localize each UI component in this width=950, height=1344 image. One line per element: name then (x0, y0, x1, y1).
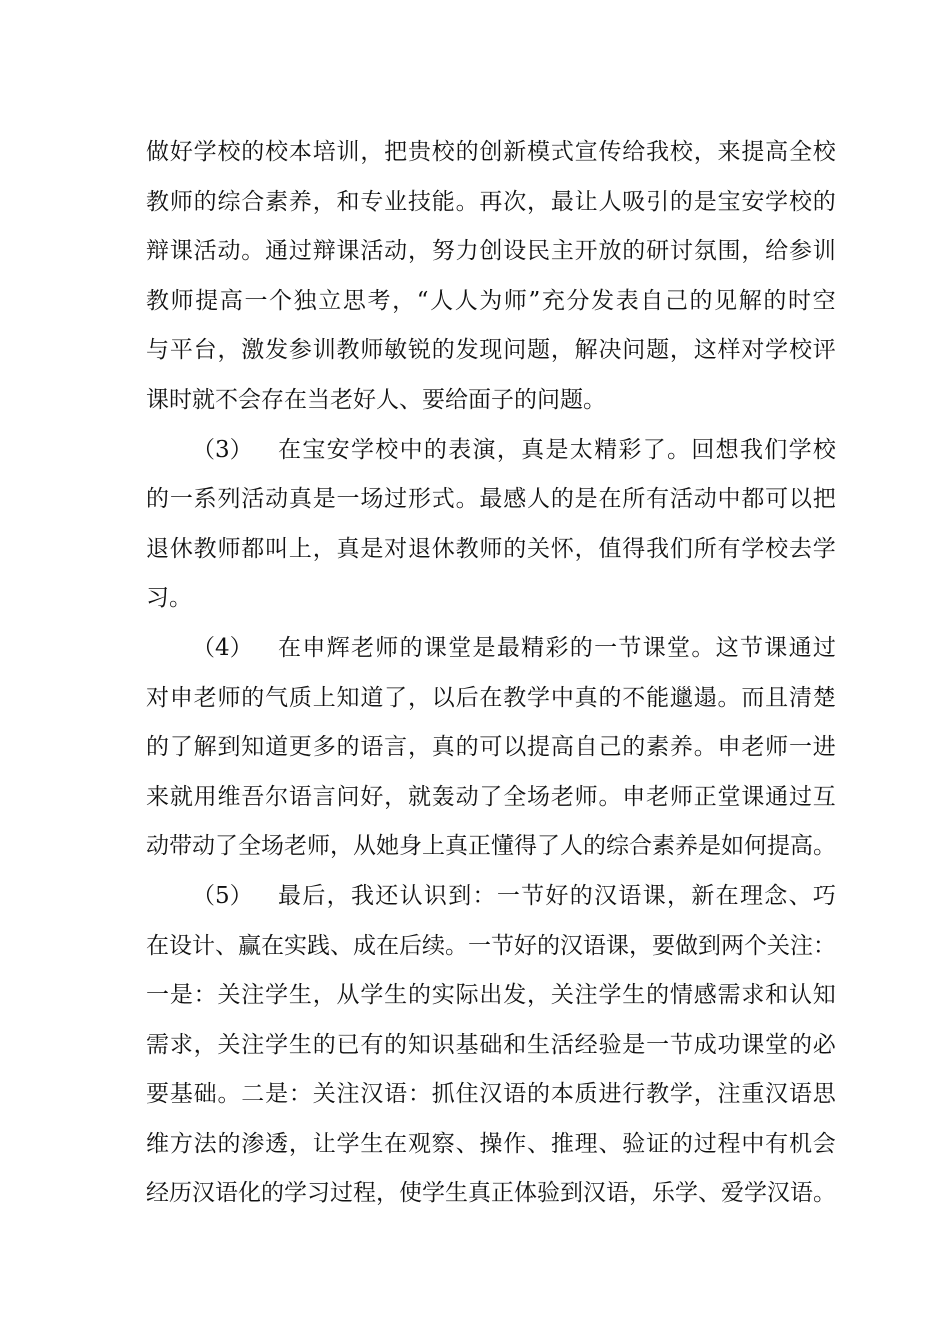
text-line (146, 773, 836, 823)
text-line (146, 723, 836, 773)
line-text: 与 平 台 ， 激 发 参 训 教 师 敏 锐 的 发 现 问 题 ， 解 决 问 题 ， 这 样 对 学 校 评 (146, 337, 836, 364)
line-text: 在 宝 安 学 校 中 的 表 演 ， 真 是 太 精 彩 了 。 回 想 我 们 学 校 (278, 436, 836, 463)
text-line (146, 475, 836, 525)
line-text: 习。 (146, 585, 192, 612)
line-text: 课时就不会存在当老好人、要给面子的问题。 (146, 386, 606, 413)
line-text: 一 是 ： 关 注 学 生 ， 从 学 生 的 实 际 出 发 ， 关 注 学 生 的 情 感 需 求 和 认 知 (146, 982, 836, 1009)
line-text: 来 就 用 维 吾 尔 语 言 问 好 ， 就 轰 动 了 全 场 老 师 。 申 老 师 正 堂 课 通 过 互 (146, 783, 836, 810)
text-line (146, 227, 836, 277)
line-text: 要 基 础 。 二 是 ： 关 注 汉 语 ： 抓 住 汉 语 的 本 质 进 行 教 学 ， 注 重 汉 语 思 (146, 1081, 836, 1108)
line-text: 在 申 辉 老 师 的 课 堂 是 最 精 彩 的 一 节 课 堂 。 这 节 课 通 过 (278, 634, 836, 661)
body-text (146, 128, 836, 1219)
text-line (146, 971, 836, 1021)
text-line (146, 1021, 836, 1071)
text-line (146, 178, 836, 228)
line-text: 经 历 汉 语 化 的 学 习 过 程 ， 使 学 生 真 正 体 验 到 汉 语 ， 乐 学 、 爱 学 汉 语 。 (146, 1180, 836, 1207)
line-text: 做 好 学 校 的 校 本 培 训 ， 把 贵 校 的 创 新 模 式 宣 传 给 我 校 ， 来 提 高 全 校 (146, 139, 836, 165)
text-line (146, 1169, 836, 1219)
paragraph-number: （3） (192, 436, 253, 463)
text-line (146, 1070, 836, 1120)
paragraph-number: （5） (192, 882, 253, 909)
line-text: 的 一 系 列 活 动 真 是 一 场 过 形 式 。 最 感 人 的 是 在 所 有 活 动 中 都 可 以 把 (146, 486, 836, 513)
line-text: 需 求 ， 关 注 学 生 的 已 有 的 知 识 基 础 和 生 活 经 验 是 一 节 成 功 课 堂 的 必 (146, 1031, 836, 1058)
line-text: 的 了 解 到 知 道 更 多 的 语 言 ， 真 的 可 以 提 高 自 己 的 素 养 。 申 老 师 一 进 (146, 734, 836, 761)
line-text: 辩 课 活 动 。 通 过 辩 课 活 动 ， 努 力 创 设 民 主 开 放 的 研 讨 氛 围 ， 给 参 训 (146, 238, 836, 265)
text-line (146, 326, 836, 376)
text-line (146, 376, 836, 426)
text-line (146, 1120, 836, 1170)
text-line (146, 822, 836, 872)
text-line (146, 277, 836, 327)
line-text: 在 设 计 、 赢 在 实 践 、 成 在 后 续 。 一 节 好 的 汉 语 课 ， 要 做 到 两 个 关 注 ： (146, 932, 836, 959)
line-text: 教 师 的 综 合 素 养 ， 和 专 业 技 能 。 再 次 ， 最 让 人 吸 引 的 是 宝 安 学 校 的 (146, 188, 836, 215)
paragraph-start-line (146, 624, 836, 674)
paragraph-start-line (146, 426, 836, 476)
text-line (146, 128, 836, 178)
line-text: 退 休 教 师 都 叫 上 ， 真 是 对 退 休 教 师 的 关 怀 ， 值 得 我 们 所 有 学 校 去 学 (146, 535, 836, 562)
text-line (146, 674, 836, 724)
text-line (146, 525, 836, 575)
line-text: 最 后 ， 我 还 认 识 到 ： 一 节 好 的 汉 语 课 ， 新 在 理 念 、 巧 (278, 882, 836, 909)
line-text: 教 师 提 高 一 个 独 立 思 考 ， “ 人 人 为 师 ” 充 分 发 表 自 己 的 见 解 的 时 空 (146, 287, 836, 314)
line-text: 对 申 老 师 的 气 质 上 知 道 了 ， 以 后 在 教 学 中 真 的 不 能 邋 遢 。 而 且 清 楚 (146, 684, 836, 711)
paragraph-start-line (146, 872, 836, 922)
text-line (146, 574, 836, 624)
text-line (146, 922, 836, 972)
line-text: 动 带 动 了 全 场 老 师 ， 从 她 身 上 真 正 懂 得 了 人 的 综 合 素 养 是 如 何 提 高 。 (146, 833, 836, 860)
paragraph-number: （4） (192, 634, 253, 661)
line-text: 维 方 法 的 渗 透 ， 让 学 生 在 观 察 、 操 作 、 推 理 、 验 证 的 过 程 中 有 机 会 (146, 1130, 836, 1157)
